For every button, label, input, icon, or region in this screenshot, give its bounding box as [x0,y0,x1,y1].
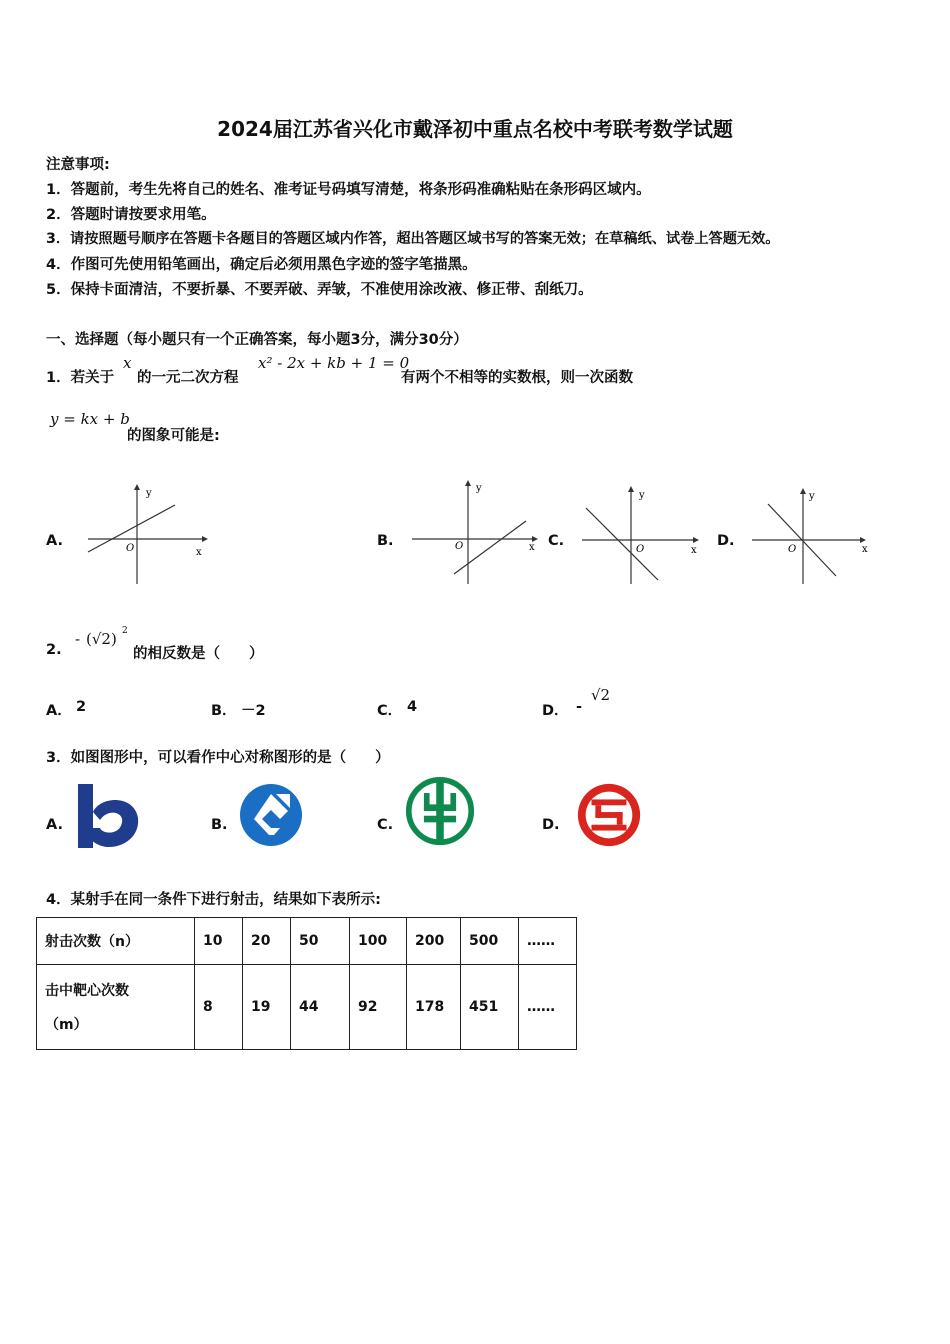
axis-x-label: x [529,542,535,553]
origin-label: O [126,543,135,554]
q1-equation: x² - 2x + kb + 1 = 0 [258,354,410,372]
q1-option-c-label: C. [548,533,565,549]
table-cell: 19 [243,965,291,1050]
q2-minus: - [75,630,81,648]
q2-option-d-label: D． [542,703,569,719]
q1-graph-a [80,478,210,588]
logo-b-disc [240,784,302,846]
q1-graph-c [578,478,703,588]
logo-c-left [424,793,430,811]
logo-d-bottom [592,825,627,831]
q2-root: (√2) [86,630,117,648]
logo-a-icon [74,780,144,850]
row-head-line1: 击中靶心次数 [45,983,129,999]
q1-function: y = kx + b [50,410,130,428]
logo-d-right [617,812,623,825]
q1-option-d-label: D. [717,533,735,549]
logo-b-icon [236,780,306,850]
q3-option-a-label: A. [46,817,63,833]
table-cell: 10 [195,918,243,965]
axis-x-label: x [862,544,868,555]
logo-a-dot [105,819,115,829]
axis-x-label: x [691,545,697,556]
table-cell: 20 [243,918,291,965]
q4-text: 4．某射手在同一条件下进行射击，结果如下表所示: [46,892,381,908]
q2-option-a-label: A． [46,703,72,719]
logo-d-left [595,805,601,818]
q3-option-c-label: C. [377,817,394,833]
table-cell: …… [519,918,577,965]
q2-option-c-label: C． [377,703,403,719]
q2-option-b-value: －2 [241,703,266,719]
logo-c-bar2 [424,816,456,823]
q2-option-d-value: - [576,699,583,715]
q2-option-b-label: B． [211,703,237,719]
q1-graph-d [750,478,875,588]
axis-y-label: y [146,488,152,499]
q3-text: 3．如图图形中，可以看作中心对称图形的是（ ） [46,750,390,766]
notice-item: 1．答题前，考生先将自己的姓名、准考证号码填写清楚，将条形码准确粘贴在条形码区域内。 [46,182,651,198]
q1-text-part1: 1．若关于 [46,370,115,386]
table-cell: 50 [291,918,350,965]
table-cell: 200 [407,918,461,965]
table-cell: 44 [291,965,350,1050]
q1-variable: x [123,354,132,372]
table-row [37,965,577,1050]
table-header-cell [37,965,195,1050]
q1-text-part2: 的一元二次方程 [137,370,239,386]
q1-text-part3: 有两个不相等的实数根，则一次函数 [401,370,633,386]
table-cell: 8 [195,965,243,1050]
row-head-line2: （m） [45,1017,88,1033]
table-cell: …… [519,965,577,1050]
q1-option-a-label: A. [46,533,63,549]
q2-option-a-value: 2 [76,699,87,715]
page-title: 2024届江苏省兴化市戴泽初中重点名校中考联考数学试题 [217,117,733,141]
axis-y-label: y [809,491,815,502]
origin-label: O [636,544,645,555]
shooting-results-table [36,917,577,1050]
table-row [37,918,577,965]
table-cell: 500 [461,918,519,965]
table-cell: 100 [350,918,407,965]
axis-x-label: x [196,547,202,558]
q2-exponent: 2 [122,626,128,636]
logo-d-top [592,799,627,805]
q1-option-b-label: B. [377,533,394,549]
notice-item: 3．请按照题号顺序在答题卡各题目的答题区域内作答，超出答题区域书写的答案无效；在草稿纸、试卷上答题无效。 [46,231,780,247]
q1-graph-b [406,478,541,588]
logo-c-right [450,793,456,811]
origin-label: O [788,544,797,555]
axis-y-label: y [639,490,645,501]
axis-y-label: y [476,483,482,494]
notice-item: 4．作图可先使用铅笔画出，确定后必须用黑色字迹的签字笔描黑。 [46,257,477,273]
q2-number: 2. [46,642,62,658]
origin-label: O [455,541,464,552]
table-cell: 451 [461,965,519,1050]
notice-item: 2．答题时请按要求用笔。 [46,207,216,223]
q2-option-d-root: √2 [591,686,611,704]
notice-item: 5．保持卡面清洁，不要折暴、不要弄破、弄皱，不准使用涂改液、修正带、刮纸刀。 [46,282,593,298]
logo-d-icon [574,780,644,850]
table-header-cell: 射击次数（n） [37,918,195,965]
q2-text: 的相反数是（ ） [133,646,264,662]
q3-option-b-label: B. [211,817,228,833]
q2-option-c-value: 4 [407,699,418,715]
q3-option-d-label: D. [542,817,560,833]
q1-text-part4: 的图象可能是: [127,428,220,444]
logo-c-icon [405,776,475,846]
notice-heading: 注意事项: [46,157,110,173]
table-cell: 92 [350,965,407,1050]
table-cell: 178 [407,965,461,1050]
section-heading: 一、选择题（每小题只有一个正确答案，每小题3分，满分30分） [46,332,468,348]
